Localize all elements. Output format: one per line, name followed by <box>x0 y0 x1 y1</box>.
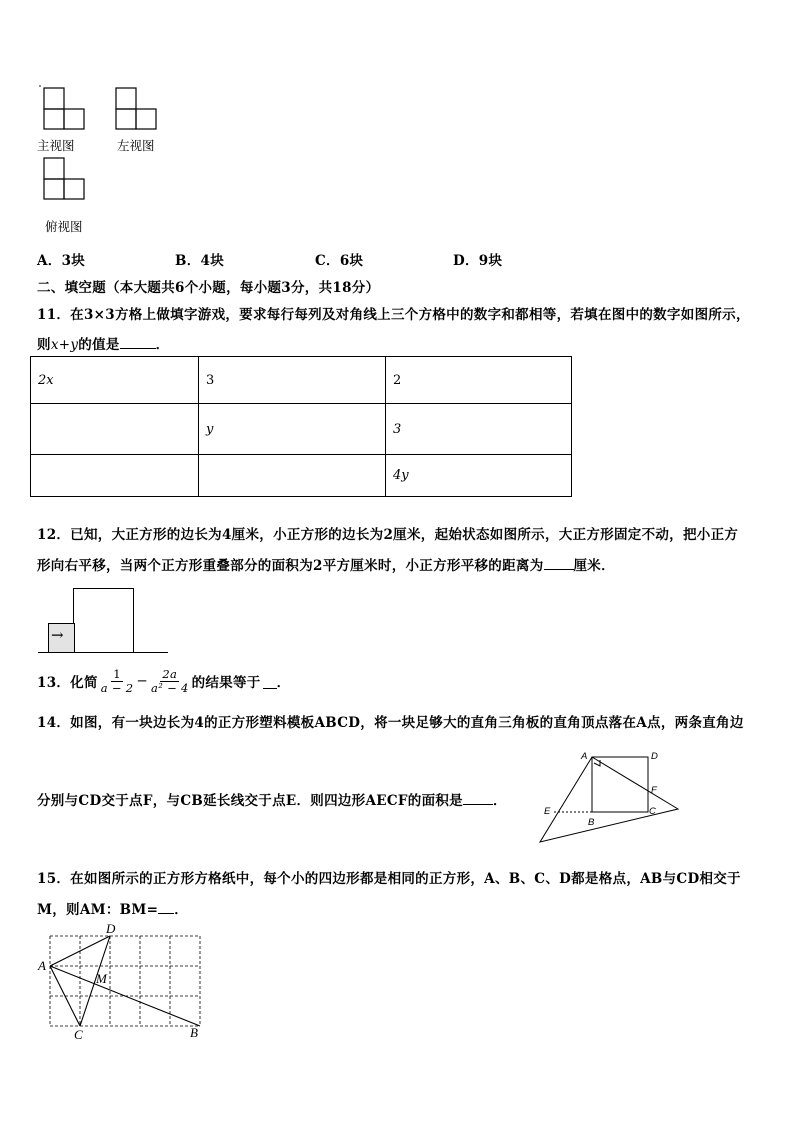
table-cell: 2x <box>31 357 199 404</box>
top-view-label: 俯视图 <box>45 219 83 234</box>
left-view-figure <box>110 86 170 136</box>
small-square <box>48 623 75 653</box>
q11-end: ． <box>155 337 170 353</box>
triangle-aef <box>540 757 678 842</box>
q14-figure <box>534 748 684 843</box>
label-b: B <box>588 817 595 828</box>
table-cell: 4y <box>386 455 572 497</box>
label-b: B <box>190 1025 198 1040</box>
label-m: M <box>96 971 107 986</box>
q14-line2: 分别与CD交于点F，与CB延长线交于点E．则四边形AECF的面积是 ． <box>37 793 507 809</box>
right-arrow-icon: → <box>51 626 64 644</box>
table-row <box>31 357 572 404</box>
table-cell: 3 <box>199 357 386 404</box>
label-d: D <box>106 921 116 936</box>
q13-pre: 13．化简 <box>37 675 98 691</box>
q13-fraction-2: $\frac{2a}{\text{a² − 4}}$ <box>151 666 189 695</box>
label-d: D <box>651 751 658 762</box>
option-a: A．3块 <box>37 253 86 269</box>
q12-line1: 12．已知，大正方形的边长为4厘米，小正方形的边长为2厘米，起始状态如图所示，大正方形固定不动，把小正方 <box>37 527 739 543</box>
q12-line2: 形向右平移，当两个正方形重叠部分的面积为2平方厘米时，小正方形平移的距离为 厘米． <box>37 558 615 574</box>
label-a: A <box>581 751 588 762</box>
option-c: C．6块 <box>315 253 364 269</box>
label-a: A <box>38 958 46 973</box>
q11-post: 的值是 <box>78 337 120 353</box>
q12-answer-blank[interactable] <box>544 569 574 570</box>
q13-end: ． <box>276 675 291 691</box>
q11-answer-blank[interactable] <box>120 348 156 349</box>
option-b: B．4块 <box>175 253 225 269</box>
q11-line1: 11．在3×3方格上做填字游戏，要求每行每列及对角线上三个方格中的数字和都相等，若填在图中的数字如图所示， <box>37 307 750 323</box>
q11-expr: x+y <box>50 337 79 353</box>
table-row <box>31 404 572 455</box>
q13-minus: − <box>136 673 149 689</box>
table-cell: y <box>199 404 386 455</box>
q13-post: 的结果等于 <box>191 675 261 691</box>
q11-line2 <box>37 333 169 353</box>
q15-grid-figure <box>34 918 209 1043</box>
q13-answer-blank[interactable] <box>263 674 277 689</box>
q15-line1: 15．在如图所示的正方形方格纸中，每个小的四边形都是相同的正方形，A、B、C、D都是格点，AB与CD相交于 <box>37 871 741 887</box>
front-view-label: 主视图 <box>37 138 75 153</box>
front-view-figure <box>38 86 98 136</box>
table-cell: 2 <box>386 357 572 404</box>
option-d: D．9块 <box>453 253 503 269</box>
q13-fraction-1: $\frac{1}{a - 2}$ <box>100 666 134 695</box>
q12-figure <box>38 587 170 655</box>
table-cell <box>199 455 386 497</box>
q15-answer-blank[interactable] <box>158 913 174 914</box>
table-cell <box>31 404 199 455</box>
section-heading: 二、填空题（本大题共6个小题，每小题3分，共18分） <box>37 280 380 296</box>
table-cell: 3 <box>386 404 572 455</box>
big-square <box>73 588 134 653</box>
magic-square-table <box>30 356 572 497</box>
q14-line1: 14．如图，有一块边长为4的正方形塑料模板ABCD，将一块足够大的直角三角板的直角顶点落在A点，两条直角边 <box>37 715 744 731</box>
label-c: C <box>74 1027 83 1042</box>
label-e: E <box>544 806 551 817</box>
q13-line <box>37 664 290 698</box>
q15-line2: M，则AM：BM= ． <box>37 902 189 918</box>
top-view-figure <box>38 156 98 206</box>
ground-line <box>38 652 168 653</box>
label-c: C <box>649 806 656 817</box>
label-f: F <box>651 785 657 796</box>
q11-pre: 则 <box>37 337 51 353</box>
table-cell <box>31 455 199 497</box>
table-row <box>31 455 572 497</box>
left-view-label: 左视图 <box>117 138 155 153</box>
q14-answer-blank[interactable] <box>463 804 493 805</box>
